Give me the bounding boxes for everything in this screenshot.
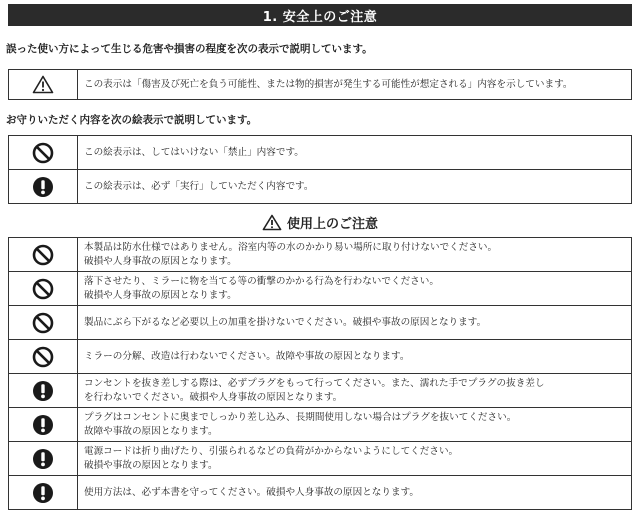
warning-text: この表示は「傷害及び死亡を負う可能性、または物的損害が発生する可能性が想定される」内容を示しています。 bbox=[78, 70, 632, 100]
mandatory-action-icon bbox=[9, 408, 78, 442]
caution-line: 落下させたり、ミラーに物を当てる等の衝撃のかかる行為を行わないでください。 bbox=[84, 275, 439, 287]
symbol-row bbox=[9, 170, 632, 204]
caution-line: 破損や人身事故の原因となります。 bbox=[84, 255, 237, 267]
caution-row bbox=[9, 408, 632, 442]
caution-line: コンセントを抜き差しする際は、必ずプラグをもって行ってください。また、濡れた手でプラグの抜き差し bbox=[84, 377, 545, 389]
symbol-text: この絵表示は、してはいけない「禁止」内容です。 bbox=[78, 136, 632, 170]
caution-text bbox=[78, 442, 632, 476]
caution-line: 破損や事故の原因となります。 bbox=[84, 459, 218, 471]
mandatory-action-icon bbox=[9, 374, 78, 408]
caution-row bbox=[9, 272, 632, 306]
prohibition-icon bbox=[9, 238, 78, 272]
caution-line: プラグはコンセントに奥までしっかり差し込み、長期間使用しない場合はプラグを抜いてください。 bbox=[84, 411, 517, 423]
prohibition-icon bbox=[9, 306, 78, 340]
mandatory-action-icon bbox=[9, 442, 78, 476]
caution-text bbox=[78, 408, 632, 442]
warning-triangle-icon bbox=[262, 214, 282, 231]
mandatory-action-icon bbox=[9, 476, 78, 510]
caution-table bbox=[8, 237, 632, 510]
caution-text bbox=[78, 306, 632, 340]
caution-heading-text: 使用上のご注意 bbox=[286, 216, 378, 232]
caution-line: 製品にぶら下がるなど必要以上の加重を掛けないでください。破損や事故の原因となります。 bbox=[84, 316, 487, 328]
caution-line: 使用方法は、必ず本書を守ってください。破損や人身事故の原因となります。 bbox=[84, 486, 420, 498]
caution-text bbox=[78, 374, 632, 408]
caution-row bbox=[9, 442, 632, 476]
symbol-row bbox=[9, 136, 632, 170]
caution-line: を行わないでください。破損や人身事故の原因となります。 bbox=[84, 391, 343, 403]
caution-line: 電源コードは折り曲げたり、引張られるなどの負荷がかからないようにしてください。 bbox=[84, 445, 459, 457]
caution-text bbox=[78, 340, 632, 374]
caution-row bbox=[9, 306, 632, 340]
caution-text bbox=[78, 476, 632, 510]
caution-text bbox=[78, 272, 632, 306]
caution-line: ミラーの分解、改造は行わないでください。故障や事故の原因となります。 bbox=[84, 350, 410, 362]
caution-line: 破損や人身事故の原因となります。 bbox=[84, 289, 237, 301]
caution-row bbox=[9, 476, 632, 510]
symbol-text: この絵表示は、必ず「実行」していただく内容です。 bbox=[78, 170, 632, 204]
caution-row bbox=[9, 374, 632, 408]
caution-row bbox=[9, 238, 632, 272]
warning-row bbox=[9, 70, 632, 100]
mandatory-action-icon bbox=[9, 170, 78, 204]
section-title-bar bbox=[8, 4, 632, 26]
section-title: 1. 安全上のご注意 bbox=[262, 9, 378, 25]
prohibition-icon bbox=[9, 136, 78, 170]
caution-row bbox=[9, 340, 632, 374]
intro-line: 誤った使い方によって生じる危害や損害の程度を次の表示で説明しています。 bbox=[6, 43, 373, 55]
caution-text bbox=[78, 238, 632, 272]
warning-triangle-icon bbox=[9, 70, 78, 100]
prohibition-icon bbox=[9, 272, 78, 306]
symbols-table bbox=[8, 135, 632, 204]
caution-heading bbox=[0, 212, 640, 232]
caution-line: 本製品は防水仕様ではありません。浴室内等の水のかかり易い場所に取り付けないでください。 bbox=[84, 241, 498, 253]
caution-line: 故障や事故の原因となります。 bbox=[84, 425, 218, 437]
prohibition-icon bbox=[9, 340, 78, 374]
warning-table bbox=[8, 69, 632, 100]
symbols-line: お守りいただく内容を次の絵表示で説明しています。 bbox=[6, 114, 258, 126]
